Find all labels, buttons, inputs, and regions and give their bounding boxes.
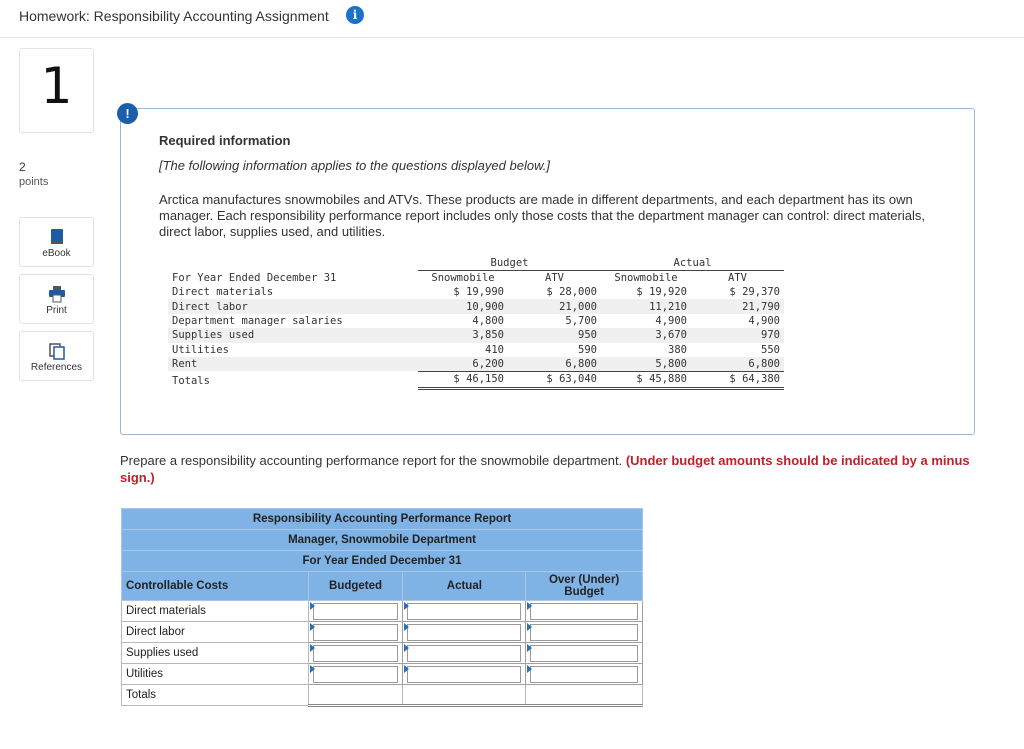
actual-total-cell	[403, 685, 526, 706]
total-cell: $ 45,880	[601, 371, 691, 388]
budgeted-input-cell[interactable]	[308, 601, 403, 622]
cell: 380	[668, 343, 687, 356]
actual-input[interactable]	[407, 603, 521, 620]
report-period: For Year Ended December 31	[122, 551, 643, 572]
row-label: Supplies used	[168, 328, 418, 342]
over-under-input-cell[interactable]	[526, 601, 643, 622]
input-marker-icon	[310, 602, 315, 610]
budgeted-input-cell[interactable]	[308, 664, 403, 685]
over-under-input-cell[interactable]	[526, 664, 643, 685]
budgeted-input-cell[interactable]	[308, 622, 403, 643]
budgeted-input[interactable]	[313, 645, 399, 662]
input-marker-icon	[404, 644, 409, 652]
assignment-title: Homework: Responsibility Accounting Assignment	[19, 8, 329, 24]
row-label: Supplies used	[122, 643, 309, 664]
ebook-label: eBook	[42, 248, 71, 259]
required-info-paragraph: Arctica manufactures snowmobiles and ATVs. These products are made in different departments, and each department has its own manager. Each responsibility performance report includes only those costs that the department manager can control: direct materials, direct labor, supplies used, and utilities.	[159, 192, 925, 239]
over-under-input[interactable]	[530, 645, 638, 662]
col-header: Snowmobile	[431, 272, 495, 284]
actual-input-cell[interactable]	[403, 601, 526, 622]
budgeted-total-cell	[308, 685, 403, 706]
total-cell: $ 63,040	[508, 371, 601, 388]
points-value: 2	[19, 160, 26, 174]
col-header: Snowmobile	[614, 272, 678, 284]
cell: 5,700	[565, 314, 597, 327]
row-label: Rent	[168, 357, 418, 372]
row-label: Utilities	[172, 343, 229, 356]
total-cell: $ 64,380	[691, 371, 784, 388]
cell: 11,210	[601, 299, 691, 313]
over-under-input-cell[interactable]	[526, 643, 643, 664]
actual-input-cell[interactable]	[403, 643, 526, 664]
cell: 3,670	[601, 328, 691, 342]
input-marker-icon	[404, 623, 409, 631]
input-marker-icon	[527, 602, 532, 610]
row-label: Department manager salaries	[172, 314, 343, 327]
top-bar	[0, 0, 1024, 38]
budgeted-input[interactable]	[313, 624, 399, 641]
col-header: ATV	[728, 272, 747, 284]
actual-input[interactable]	[407, 624, 521, 641]
cell: $ 19,990	[453, 286, 504, 299]
col-actual: Actual	[403, 572, 526, 601]
cell: 4,900	[655, 314, 687, 327]
budgeted-input[interactable]	[313, 603, 399, 620]
input-marker-icon	[404, 602, 409, 610]
points-label: points	[19, 176, 49, 188]
question-prompt	[120, 452, 990, 486]
cell: 4,800	[472, 314, 504, 327]
references-icon	[48, 342, 66, 360]
actual-input-cell[interactable]	[403, 664, 526, 685]
performance-report-table	[121, 508, 643, 707]
cell: $ 19,920	[636, 286, 687, 299]
alert-icon: !	[117, 103, 138, 124]
cell: 410	[485, 343, 504, 356]
cell: 6,800	[508, 357, 601, 372]
printer-icon	[48, 285, 66, 303]
references-label: References	[30, 362, 83, 373]
col-controllable-costs: Controllable Costs	[122, 572, 309, 601]
actual-input-cell[interactable]	[403, 622, 526, 643]
totals-label: Totals	[122, 685, 309, 706]
col-header: ATV	[545, 272, 564, 284]
col-over-under: Over (Under) Budget	[526, 572, 643, 601]
cell: 21,000	[508, 299, 601, 313]
cell: 590	[578, 343, 597, 356]
totals-label: Totals	[172, 375, 210, 388]
budget-actual-table	[168, 256, 784, 390]
row-label: Utilities	[122, 664, 309, 685]
prompt-emphasis: (Under budget amounts should be indicated by a minus sign.)	[120, 453, 970, 485]
cell: $ 29,370	[729, 286, 780, 299]
cell: 5,800	[601, 357, 691, 372]
required-info-title: Required information	[159, 133, 291, 148]
references-button[interactable]	[19, 331, 94, 381]
prompt-text: Prepare a responsibility accounting performance report for the snowmobile department.	[120, 453, 626, 468]
row-header: For Year Ended December 31	[172, 271, 337, 284]
budgeted-input[interactable]	[313, 666, 399, 683]
over-under-total-cell	[526, 685, 643, 706]
col-budgeted: Budgeted	[308, 572, 403, 601]
print-label: Print	[46, 305, 67, 316]
cell: $ 28,000	[546, 286, 597, 299]
report-title: Responsibility Accounting Performance Report	[122, 509, 643, 530]
cell: 6,800	[691, 357, 784, 372]
input-marker-icon	[527, 665, 532, 673]
print-button[interactable]	[19, 274, 94, 324]
input-marker-icon	[310, 623, 315, 631]
question-number-box	[19, 48, 94, 133]
budgeted-input-cell[interactable]	[308, 643, 403, 664]
budget-group-header: Budget	[418, 256, 601, 271]
input-marker-icon	[404, 665, 409, 673]
over-under-input[interactable]	[530, 666, 638, 683]
total-cell: $ 46,150	[418, 371, 508, 388]
info-icon[interactable]: i	[346, 6, 364, 24]
actual-input[interactable]	[407, 666, 521, 683]
over-under-input[interactable]	[530, 624, 638, 641]
input-marker-icon	[310, 665, 315, 673]
input-marker-icon	[527, 644, 532, 652]
cell: 4,900	[748, 314, 780, 327]
cell: 6,200	[418, 357, 508, 372]
input-marker-icon	[527, 623, 532, 631]
question-number: 1	[40, 57, 73, 115]
over-under-input-cell[interactable]	[526, 622, 643, 643]
cell: 970	[691, 328, 784, 342]
required-info-note: [The following information applies to the questions displayed below.]	[159, 158, 550, 173]
ebook-button[interactable]	[19, 217, 94, 267]
cell: 10,900	[418, 299, 508, 313]
cell: 21,790	[691, 299, 784, 313]
actual-group-header: Actual	[601, 256, 784, 271]
row-label: Direct labor	[168, 299, 418, 313]
cell: 950	[508, 328, 601, 342]
cell: 3,850	[418, 328, 508, 342]
input-marker-icon	[310, 644, 315, 652]
report-subtitle: Manager, Snowmobile Department	[122, 530, 643, 551]
row-label: Direct materials	[122, 601, 309, 622]
over-under-input[interactable]	[530, 603, 638, 620]
cell: 550	[761, 343, 780, 356]
actual-input[interactable]	[407, 645, 521, 662]
book-icon	[48, 228, 66, 246]
row-label: Direct labor	[122, 622, 309, 643]
row-label: Direct materials	[172, 286, 274, 299]
